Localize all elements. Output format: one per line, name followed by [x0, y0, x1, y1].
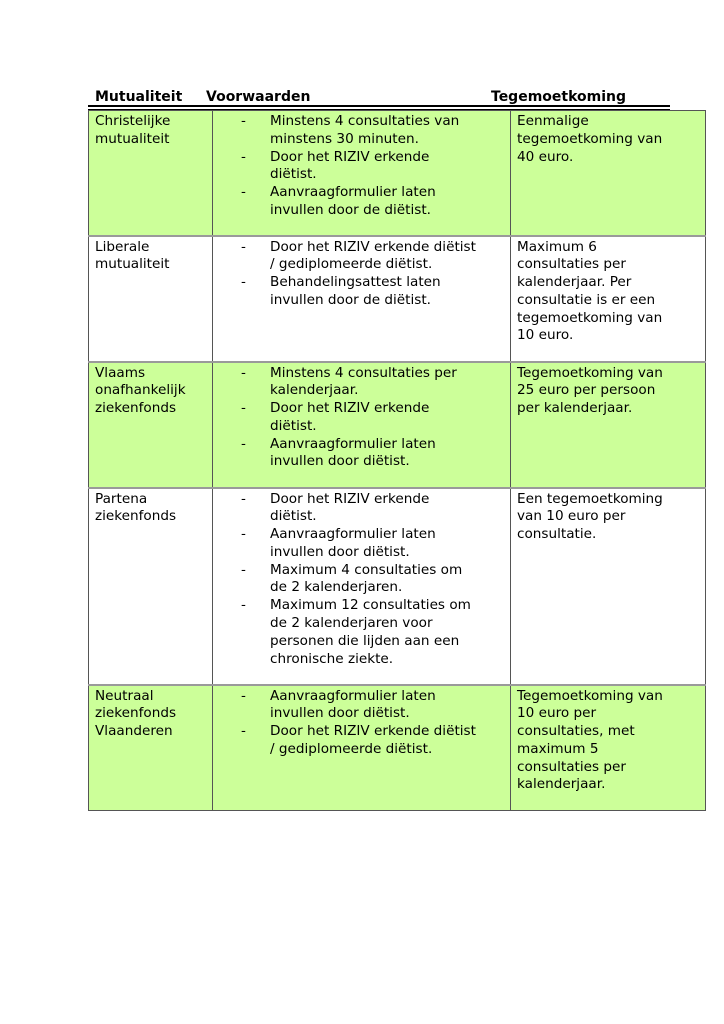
- compensation-cell: [511, 362, 706, 488]
- table-row: [89, 685, 706, 811]
- mutuality-name-cell: [89, 236, 213, 362]
- bullet-dash: -: [241, 597, 246, 614]
- table-row: [89, 488, 706, 685]
- conditions-cell: [213, 236, 511, 362]
- condition-item: [241, 562, 504, 598]
- compensation-text: Tegemoetkoming van 25 euro per persoon per kalenderjaar.: [517, 364, 663, 417]
- condition-text: Door het RIZIV erkende diëtist.: [270, 148, 430, 183]
- condition-text: Aanvraagformulier laten invullen door diëtist.: [270, 526, 436, 560]
- condition-item: [241, 239, 504, 275]
- condition-text: Minstens 4 consultaties van minstens 30 minuten.: [270, 113, 460, 147]
- condition-item: [241, 688, 504, 724]
- column-header-tegemoetkoming: Tegemoetkoming: [491, 89, 627, 105]
- condition-item: [241, 436, 504, 472]
- conditions-cell: [213, 362, 511, 488]
- conditions-list: [219, 491, 504, 669]
- mutuality-name-cell: [89, 111, 213, 236]
- compensation-cell: [511, 685, 706, 811]
- bullet-dash: -: [241, 723, 246, 740]
- mutuality-name: Partena ziekenfonds: [95, 490, 177, 525]
- condition-text: Maximum 4 consultaties om de 2 kalenderjaren.: [270, 561, 463, 596]
- column-header-mutualiteit: Mutualiteit: [95, 89, 183, 105]
- condition-item: [241, 113, 504, 149]
- table-header: [88, 88, 670, 106]
- bullet-dash: -: [241, 561, 246, 578]
- compensation-text: Een tegemoetkoming van 10 euro per consultatie.: [517, 490, 663, 543]
- mutuality-name: Liberale mutualiteit: [95, 238, 170, 273]
- condition-item: [241, 400, 504, 436]
- condition-text: Aanvraagformulier laten invullen door diëtist.: [270, 687, 436, 722]
- compensation-text: Eenmalige tegemoetkoming van 40 euro.: [517, 113, 663, 165]
- condition-item: [241, 723, 504, 759]
- condition-text: Aanvraagformulier laten invullen door diëtist.: [270, 435, 436, 470]
- column-header-voorwaarden: Voorwaarden: [206, 89, 311, 105]
- bullet-dash: -: [241, 238, 246, 255]
- bullet-dash: -: [241, 400, 246, 417]
- header-rule-thick: [88, 105, 670, 107]
- condition-text: Minstens 4 consultaties per kalenderjaar.: [270, 364, 457, 399]
- compensation-cell: [511, 236, 706, 362]
- condition-item: [241, 149, 504, 185]
- condition-text: Maximum 12 consultaties om de 2 kalenderjaren voor personen die lijden aan een chronische ziekte.: [270, 597, 471, 667]
- compensation-cell: [511, 488, 706, 685]
- mutuality-name: Neutraal ziekenfonds Vlaanderen: [95, 687, 177, 740]
- mutuality-name-cell: [89, 685, 213, 811]
- mutuality-name: Vlaams onafhankelijk ziekenfonds: [95, 364, 186, 417]
- condition-item: [241, 274, 504, 310]
- conditions-cell: [213, 488, 511, 685]
- bullet-dash: -: [241, 364, 246, 381]
- bullet-dash: -: [241, 184, 246, 201]
- condition-item: [241, 184, 504, 220]
- condition-item: [241, 526, 504, 562]
- bullet-dash: -: [241, 687, 246, 704]
- conditions-list: [219, 365, 504, 472]
- mutuality-name: Christelijke mutualiteit: [95, 113, 171, 147]
- mutuality-name-cell: [89, 362, 213, 488]
- conditions-list: [219, 239, 504, 310]
- compensation-text: Tegemoetkoming van 10 euro per consultaties, met maximum 5 consultaties per kalenderjaar.: [517, 687, 663, 793]
- compensation-text: Maximum 6 consultaties per kalenderjaar. Per consultatie is er een tegemoetkoming van 10 euro.: [517, 238, 663, 344]
- condition-text: Behandelingsattest laten invullen door de diëtist.: [270, 274, 441, 308]
- mutuality-name-cell: [89, 488, 213, 685]
- conditions-cell: [213, 685, 511, 811]
- condition-item: [241, 491, 504, 527]
- condition-text: Aanvraagformulier laten invullen door de diëtist.: [270, 184, 436, 218]
- condition-text: Door het RIZIV erkende diëtist.: [270, 490, 430, 525]
- bullet-dash: -: [241, 526, 246, 543]
- bullet-dash: -: [241, 490, 246, 507]
- conditions-list: [219, 688, 504, 759]
- condition-text: Door het RIZIV erkende diëtist / gediplomeerde diëtist.: [270, 238, 476, 273]
- bullet-dash: -: [241, 148, 246, 165]
- mutualities-table: [88, 110, 706, 811]
- condition-item: [241, 597, 504, 668]
- table-row: [89, 362, 706, 488]
- condition-text: Door het RIZIV erkende diëtist.: [270, 400, 430, 434]
- table-row: [89, 111, 706, 236]
- table-row: [89, 236, 706, 362]
- conditions-list: [219, 113, 504, 220]
- conditions-cell: [213, 111, 511, 236]
- bullet-dash: -: [241, 113, 246, 129]
- bullet-dash: -: [241, 274, 246, 291]
- bullet-dash: -: [241, 435, 246, 452]
- compensation-cell: [511, 111, 706, 236]
- condition-item: [241, 365, 504, 401]
- condition-text: Door het RIZIV erkende diëtist / gediplomeerde diëtist.: [270, 723, 476, 757]
